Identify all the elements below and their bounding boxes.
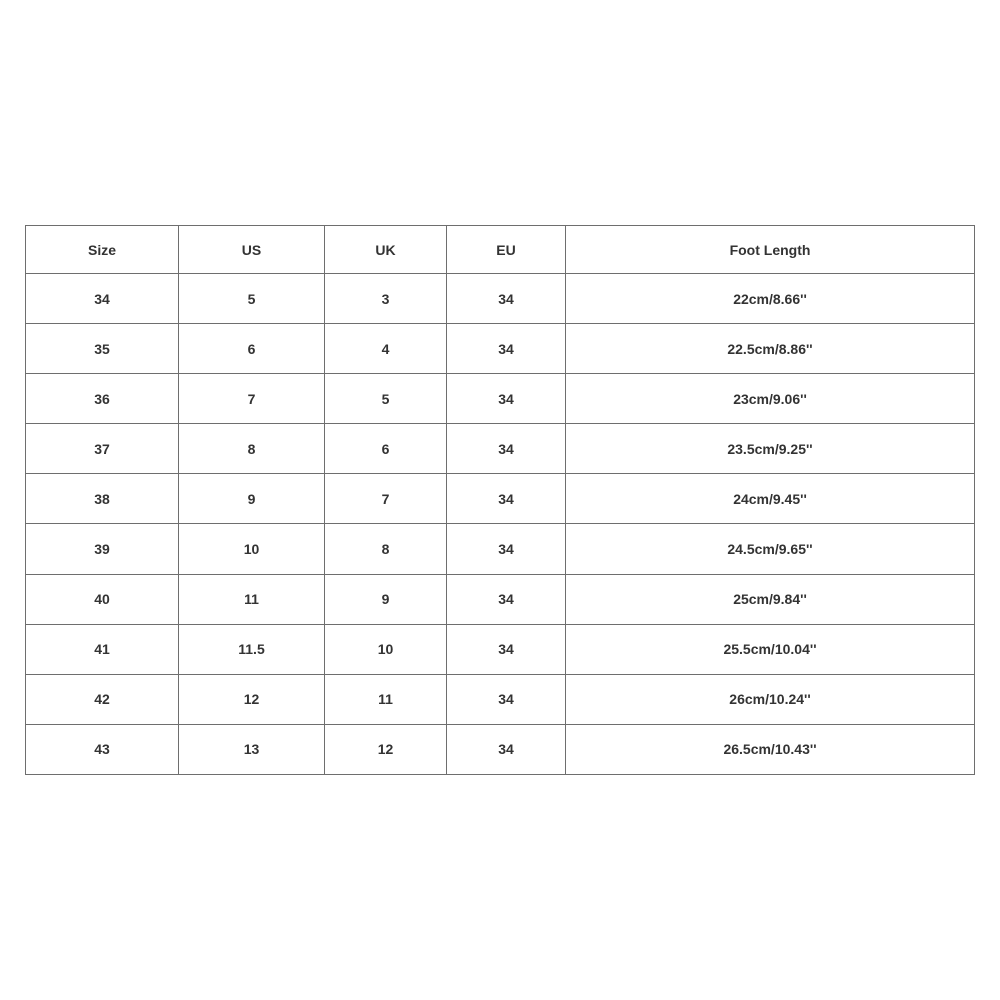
cell-uk: 4 [325,324,447,374]
table-header [26,226,975,274]
table-row [26,374,975,424]
cell-uk: 8 [325,524,447,574]
cell-us: 10 [179,524,325,574]
table-body [26,274,975,775]
cell-foot-length: 23.5cm/9.25'' [566,424,975,474]
cell-eu: 34 [447,274,566,324]
cell-size: 38 [26,474,179,524]
header-uk: UK [325,226,447,274]
cell-eu: 34 [447,674,566,724]
cell-size: 35 [26,324,179,374]
table-row [26,574,975,624]
cell-us: 8 [179,424,325,474]
header-row [26,226,975,274]
cell-us: 9 [179,474,325,524]
cell-foot-length: 23cm/9.06'' [566,374,975,424]
cell-foot-length: 24.5cm/9.65'' [566,524,975,574]
cell-uk: 7 [325,474,447,524]
cell-size: 36 [26,374,179,424]
cell-us: 5 [179,274,325,324]
cell-uk: 10 [325,624,447,674]
table-row [26,324,975,374]
cell-foot-length: 26.5cm/10.43'' [566,724,975,774]
cell-size: 42 [26,674,179,724]
cell-us: 7 [179,374,325,424]
table-row [26,724,975,774]
cell-uk: 3 [325,274,447,324]
cell-size: 39 [26,524,179,574]
cell-eu: 34 [447,474,566,524]
cell-us: 11.5 [179,624,325,674]
cell-foot-length: 22cm/8.66'' [566,274,975,324]
cell-eu: 34 [447,424,566,474]
cell-foot-length: 26cm/10.24'' [566,674,975,724]
table-row [26,674,975,724]
table-row [26,624,975,674]
cell-us: 12 [179,674,325,724]
cell-uk: 11 [325,674,447,724]
cell-foot-length: 25cm/9.84'' [566,574,975,624]
cell-size: 34 [26,274,179,324]
cell-eu: 34 [447,324,566,374]
cell-foot-length: 22.5cm/8.86'' [566,324,975,374]
header-size: Size [26,226,179,274]
header-foot-length: Foot Length [566,226,975,274]
cell-us: 13 [179,724,325,774]
header-us: US [179,226,325,274]
table-row [26,424,975,474]
size-chart-table [25,225,975,775]
cell-us: 11 [179,574,325,624]
cell-size: 40 [26,574,179,624]
cell-size: 41 [26,624,179,674]
cell-eu: 34 [447,574,566,624]
cell-size: 43 [26,724,179,774]
table-row [26,524,975,574]
table-row [26,274,975,324]
cell-eu: 34 [447,524,566,574]
cell-us: 6 [179,324,325,374]
table-row [26,474,975,524]
header-eu: EU [447,226,566,274]
cell-uk: 6 [325,424,447,474]
cell-uk: 5 [325,374,447,424]
cell-eu: 34 [447,374,566,424]
cell-foot-length: 24cm/9.45'' [566,474,975,524]
cell-uk: 9 [325,574,447,624]
cell-foot-length: 25.5cm/10.04'' [566,624,975,674]
cell-eu: 34 [447,624,566,674]
cell-eu: 34 [447,724,566,774]
cell-uk: 12 [325,724,447,774]
cell-size: 37 [26,424,179,474]
